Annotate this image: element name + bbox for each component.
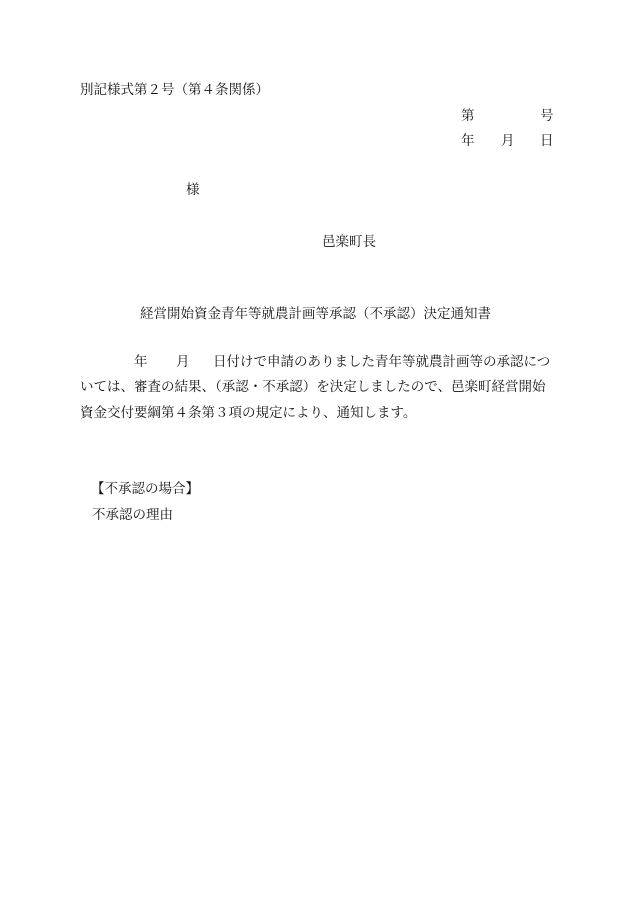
body-text-line-2: いては、審査の結果、（承認・不承認）を決定しましたので、邑楽町経営開始 — [80, 379, 546, 395]
document-title: 経営開始資金青年等就農計画等承認（不承認）決定通知書 — [140, 306, 491, 322]
date-year-label: 年 — [461, 133, 475, 149]
body-text-line-3: 資金交付要綱第４条第３項の規定により、通知します。 — [80, 405, 417, 421]
document-number-label: 第 — [461, 108, 475, 124]
date-day-label: 日 — [540, 133, 554, 149]
sender-name: 邑楽町長 — [322, 234, 376, 250]
date-month-label: 月 — [501, 133, 515, 149]
recipient-honorific: 様 — [186, 182, 200, 198]
rejection-reason-label: 不承認の理由 — [92, 507, 173, 523]
body-month-label: 月 — [176, 354, 190, 370]
form-label: 別記様式第２号（第４条関係） — [80, 82, 269, 98]
document-number-suffix: 号 — [540, 108, 554, 124]
rejection-heading: 【不承認の場合】 — [91, 481, 199, 497]
body-year-label: 年 — [134, 354, 148, 370]
body-text-line-1: 日付けで申請のありました青年等就農計画等の承認につ — [213, 354, 551, 370]
